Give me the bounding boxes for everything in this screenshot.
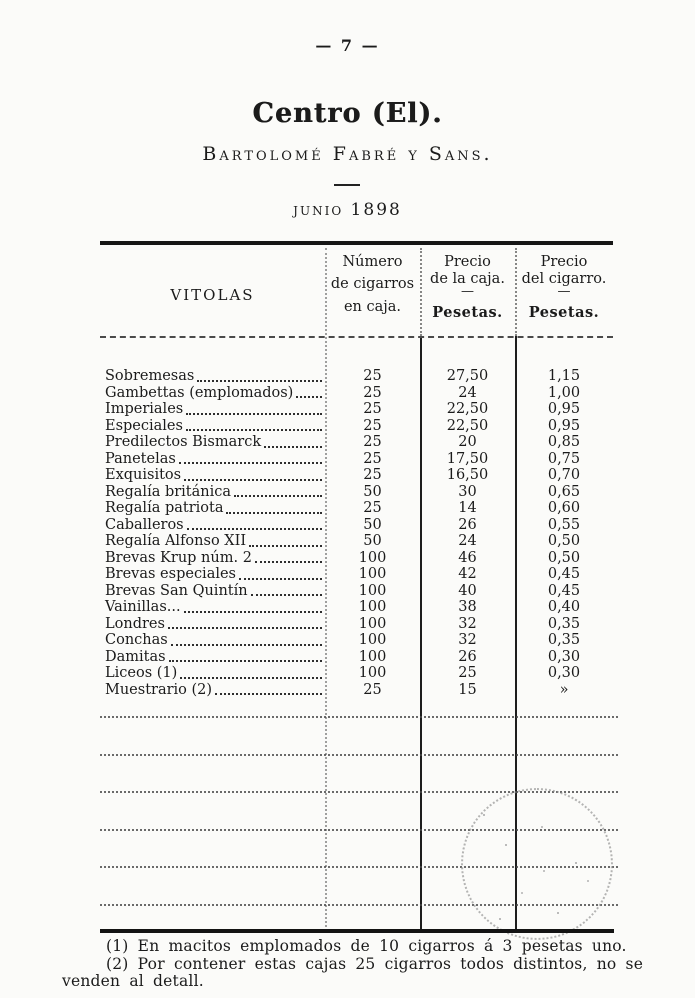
cell-cigars: 50 (363, 516, 382, 533)
row-name: Vainillas... (105, 599, 181, 615)
cell-box-price: 30 (458, 483, 477, 500)
leader-dots (226, 500, 322, 514)
cell-cigar-price: 1,00 (547, 384, 581, 401)
row-name-cell (100, 434, 325, 451)
leader-dots (186, 401, 322, 415)
cell-box-price: 32 (458, 632, 477, 648)
row-name: Conchas (105, 632, 168, 648)
row-name-cell (100, 401, 325, 418)
header-vitolas: VITOLAS (170, 286, 255, 304)
header-precio-caja-line2: de la caja. (430, 271, 505, 287)
leader-dots (168, 616, 322, 630)
table-row (100, 616, 613, 633)
ruled-line (100, 716, 618, 718)
cell-box-price: 17,50 (446, 450, 489, 467)
cell-cigar-price: 0,50 (547, 549, 581, 566)
cell-box-price: 42 (458, 566, 477, 582)
cell-cigar-price: 0,85 (547, 434, 581, 450)
row-name: Sobremesas (105, 368, 195, 384)
cell-cigars: 25 (363, 368, 382, 384)
row-name: Panetelas (105, 450, 176, 467)
header-precio-cigarro-line2: del cigarro. (521, 271, 607, 287)
cell-cigar-price: 0,95 (547, 401, 581, 417)
leader-dots (255, 550, 322, 564)
table-row (100, 649, 613, 666)
cell-box-price: 20 (458, 434, 477, 450)
leader-dots (234, 484, 322, 498)
cell-box-price: 24 (458, 533, 477, 549)
row-name-cell (100, 583, 325, 600)
cell-cigars: 100 (358, 549, 387, 566)
row-name: Regalía británica (105, 483, 232, 500)
table-row (100, 665, 613, 682)
section-divider (334, 184, 360, 186)
header-precio-caja-unit: Pesetas. (432, 304, 503, 321)
table-rule-top (100, 241, 613, 245)
table-row (100, 682, 613, 699)
cell-cigar-price: 0,70 (547, 467, 581, 483)
table-body (100, 368, 613, 698)
row-name: Exquisitos (105, 467, 182, 483)
cell-cigar-price: 0,35 (547, 632, 581, 648)
leader-dots (239, 566, 322, 580)
cell-cigar-price: 0,55 (547, 516, 581, 533)
ruled-line (100, 754, 618, 756)
leader-dots (171, 632, 322, 646)
cell-cigar-price: » (559, 681, 569, 698)
leader-dots (187, 517, 322, 531)
header-precio-caja-line1: Precio (444, 254, 491, 270)
leader-dots (249, 533, 322, 547)
table-row (100, 484, 613, 501)
row-name: Gambettas (emplomados) (105, 384, 294, 401)
row-name: Brevas Krup núm. 2 (105, 549, 252, 566)
row-name: Predilectos Bismarck (105, 434, 262, 450)
cell-box-price: 26 (458, 648, 477, 665)
header-precio-cigarro-line1: Precio (540, 254, 588, 270)
table-row (100, 434, 613, 451)
header-underline (100, 336, 613, 338)
cell-cigars: 25 (363, 500, 382, 516)
cell-cigar-price: 0,75 (547, 450, 581, 467)
cell-cigar-price: 0,45 (547, 566, 581, 582)
header-numero-line2: de cigarros (330, 276, 415, 292)
row-name: Liceos (1) (105, 665, 178, 681)
row-name-cell (100, 616, 325, 633)
cell-cigars: 100 (358, 566, 387, 582)
header-precio-cigarro-unit: Pesetas. (528, 304, 600, 321)
row-name-cell (100, 385, 325, 402)
leader-dots (296, 385, 322, 399)
ink-stamp (461, 788, 613, 940)
cell-cigar-price: 0,30 (547, 648, 581, 665)
footnote-2: (2) Por contener estas cajas 25 cigarros todos distintos, no se venden al detall. (62, 954, 644, 990)
footnote-1: (1) En macitos emplomados de 10 cigarros á 3 pesetas uno. (106, 937, 627, 955)
cell-cigars: 25 (363, 384, 382, 401)
row-name-cell (100, 665, 325, 682)
cell-cigars: 100 (358, 648, 387, 665)
cell-box-price: 26 (458, 516, 477, 533)
leader-dots (215, 682, 322, 696)
stamp-specks (483, 814, 485, 816)
row-name: Damitas (105, 648, 166, 665)
cell-cigars: 50 (363, 533, 382, 549)
cell-cigars: 25 (363, 467, 382, 483)
cell-box-price: 27,50 (446, 368, 489, 384)
cell-cigars: 100 (358, 615, 387, 632)
header-precio-cigarro-dash: — (557, 284, 571, 299)
leader-dots (251, 583, 322, 597)
row-name-cell (100, 566, 325, 583)
row-name: Brevas San Quintín (105, 582, 248, 599)
table-row (100, 599, 613, 616)
table-row (100, 517, 613, 534)
table-row (100, 418, 613, 435)
table-rule-bottom (100, 929, 614, 933)
table-row (100, 385, 613, 402)
row-name-cell (100, 517, 325, 534)
header-numero-line3: en caja. (343, 299, 402, 315)
row-name-cell (100, 500, 325, 517)
leader-dots (179, 451, 322, 465)
table-row (100, 583, 613, 600)
footnotes (62, 938, 658, 991)
cell-box-price: 16,50 (446, 467, 489, 483)
cell-cigars: 25 (363, 681, 382, 698)
cell-box-price: 22,50 (446, 417, 489, 434)
cell-cigar-price: 0,65 (547, 483, 581, 500)
table-row (100, 566, 613, 583)
cell-cigars: 25 (363, 450, 382, 467)
cell-cigars: 25 (363, 434, 382, 450)
row-name: Regalía patriota (105, 500, 224, 516)
row-name: Regalía Alfonso XII (105, 533, 247, 549)
leader-dots (184, 467, 322, 481)
cell-box-price: 24 (458, 384, 477, 401)
table-row (100, 550, 613, 567)
row-name-cell (100, 484, 325, 501)
cell-box-price: 46 (458, 549, 477, 566)
cell-box-price: 38 (458, 599, 477, 615)
cell-cigar-price: 0,45 (547, 582, 581, 599)
header-precio-caja-dash: — (461, 284, 474, 299)
table-row (100, 401, 613, 418)
row-name-cell (100, 451, 325, 468)
row-name-cell (100, 599, 325, 616)
cell-box-price: 32 (458, 615, 477, 632)
cell-cigar-price: 0,40 (547, 599, 581, 615)
issue-date: junio 1898 (293, 200, 402, 220)
table-row (100, 451, 613, 468)
cell-box-price: 22,50 (446, 401, 489, 417)
row-name: Imperiales (105, 401, 184, 417)
cell-cigar-price: 0,60 (547, 500, 581, 516)
cell-box-price: 25 (458, 665, 477, 681)
row-name-cell (100, 550, 325, 567)
row-name: Muestrario (2) (105, 681, 213, 698)
table-row (100, 368, 613, 385)
row-name-cell (100, 649, 325, 666)
row-name-cell (100, 368, 325, 385)
cell-cigars: 50 (363, 483, 382, 500)
cell-cigars: 25 (363, 417, 382, 434)
cell-box-price: 15 (458, 681, 477, 698)
row-name: Especiales (105, 417, 183, 434)
cell-box-price: 40 (458, 582, 477, 599)
cell-cigar-price: 0,35 (547, 615, 581, 632)
cell-box-price: 14 (458, 500, 477, 516)
row-name-cell (100, 533, 325, 550)
cell-cigars: 100 (358, 665, 387, 681)
table-row (100, 632, 613, 649)
row-name: Londres (105, 615, 165, 632)
row-name: Brevas especiales (105, 566, 237, 582)
leader-dots (264, 434, 322, 448)
row-name: Caballeros (105, 516, 184, 533)
row-name-cell (100, 467, 325, 484)
cell-cigars: 25 (363, 401, 382, 417)
publisher-name: Bartolomé Fabré y Sans. (202, 143, 493, 165)
cell-cigar-price: 0,50 (547, 533, 581, 549)
leader-dots (169, 649, 322, 663)
header-numero-line1: Número (342, 254, 403, 270)
cell-cigar-price: 0,30 (547, 665, 581, 681)
row-name-cell (100, 682, 325, 699)
cell-cigars: 100 (358, 632, 387, 648)
table-row (100, 467, 613, 484)
row-name-cell (100, 418, 325, 435)
leader-dots (197, 368, 322, 382)
table-row (100, 533, 613, 550)
leader-dots (184, 599, 322, 613)
cell-cigar-price: 1,15 (547, 368, 581, 384)
table-row (100, 500, 613, 517)
cell-cigars: 100 (358, 599, 387, 615)
cell-cigar-price: 0,95 (547, 417, 581, 434)
folio-page-number: — 7 — (315, 36, 380, 55)
leader-dots (180, 665, 322, 679)
row-name-cell (100, 632, 325, 649)
leader-dots (186, 418, 322, 432)
page-title: Centro (El). (252, 98, 443, 129)
cell-cigars: 100 (358, 582, 387, 599)
